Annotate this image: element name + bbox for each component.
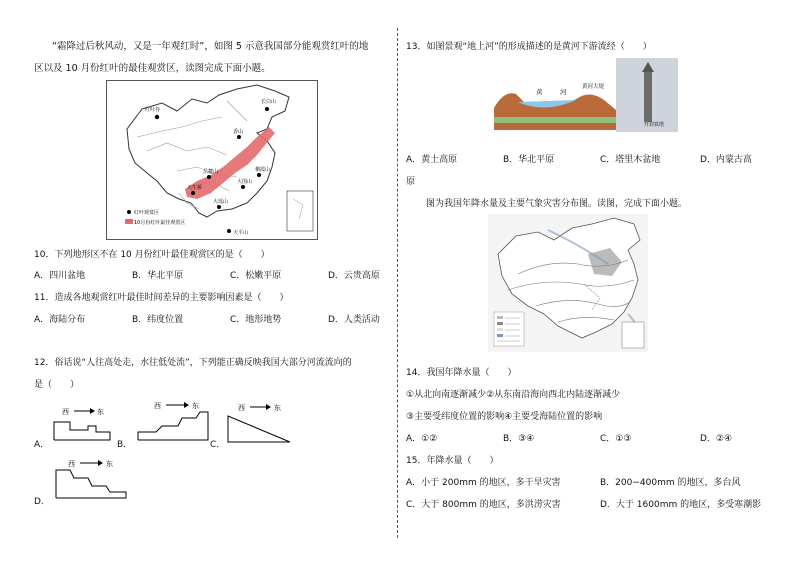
q12-c-east-label: 东 (274, 404, 281, 412)
precipitation-intro: 图为我国年降水量及主要气象灾害分布图。读图，完成下面小题。 (426, 199, 688, 209)
marker-xiangshan (237, 135, 241, 139)
marker-qixiashan (257, 173, 261, 177)
q14-option-d[interactable]: D．②④ (700, 434, 733, 444)
q11-option-b[interactable]: B．纬度位置 (132, 315, 184, 325)
precip-south-sea-inset (622, 322, 644, 348)
q15-option-b[interactable]: B．200−400mm 的地区，多台风 (600, 478, 741, 488)
q11-option-c[interactable]: C．地形地势 (230, 315, 282, 325)
q12-b-east-label: 东 (192, 402, 199, 410)
diagram-label-dike: 黄河大堤 (582, 84, 605, 90)
q14-statement-line-2: ③主要受纬度位置的影响④主要受海陆位置的影响 (406, 412, 603, 422)
q12-d-east-label: 东 (106, 460, 113, 468)
map-label-tianpingshan: 天平山 (233, 230, 249, 236)
q15-option-d[interactable]: D．大于 1600mm 的地区，多受寒潮影 (600, 500, 762, 510)
precipitation-map-graphic (488, 214, 648, 352)
map-label-yuelushan: 岳麓山 (203, 169, 219, 175)
map-label-changbaishan: 长白山 (261, 99, 277, 105)
intro-line-2: 区以及 10 月份红叶的最佳观赏区，读图完成下面小题。 (34, 63, 271, 74)
q13-stem: 13．如图景观“地上河”的形成描述的是黄河下游流经（ ） (406, 42, 652, 52)
map-label-daweishan: 大围山 (237, 179, 253, 185)
q11-option-d[interactable]: D．人类活动 (328, 315, 380, 325)
q14-option-b[interactable]: B．③④ (503, 434, 535, 444)
q12-profile-a (50, 404, 120, 444)
diagram-label-huang: 黄 (536, 88, 543, 96)
map-label-hongyegu: 红叶谷 (145, 107, 161, 113)
marker-tianpingshan (227, 229, 231, 233)
legend-dot-icon (127, 210, 131, 214)
legend-swatch-icon (125, 219, 133, 224)
q12-b-west-label: 西 (154, 402, 161, 410)
q14-stem: 14．我国年降水量（ ） (406, 368, 517, 378)
precipitation-map (488, 214, 648, 352)
q12-stem-line-1: 12．俗话说“人往高处走，水往低处流”，下列能正确反映我国大部分河流流向的 (34, 358, 352, 368)
legend-item-viewing-area: 红叶观赏区 (134, 210, 160, 216)
q13-option-d[interactable]: D．内蒙古高 (700, 155, 752, 165)
q11-option-a[interactable]: A．海陆分布 (34, 315, 86, 325)
q12-a-west-label: 西 (62, 408, 69, 416)
q15-stem: 15．年降水量（ ） (406, 456, 499, 466)
map-label-xiangshan: 香山 (233, 129, 244, 135)
q13-option-d-continued: 原 (406, 177, 416, 187)
q13-option-c[interactable]: C．塔里木盆地 (600, 155, 661, 165)
legend-item-peak-zone: 10月份红叶最佳观赏区 (134, 220, 186, 226)
marker-changbaishan (265, 107, 269, 111)
column-divider (397, 28, 398, 538)
china-map-graphic (107, 81, 317, 239)
q12-profile-d (52, 456, 132, 502)
map-label-dayaoshan: 大瑶山 (213, 199, 229, 205)
river-profile-graphic (494, 58, 678, 132)
marker-hongyegu (155, 115, 159, 119)
q12-c-west-label: 西 (238, 404, 245, 412)
q12-option-c[interactable]: C． (210, 440, 226, 450)
marker-dayaoshan (217, 205, 221, 209)
q12-profile-b (134, 398, 212, 444)
marker-daweishan (241, 185, 245, 189)
suspended-river-diagram (494, 58, 678, 132)
q10-option-b[interactable]: B．华北平原 (132, 271, 184, 281)
south-sea-inset (287, 191, 313, 231)
map-label-qixiashan: 栖霞山 (255, 167, 271, 173)
q12-d-west-label: 西 (68, 460, 75, 468)
q10-option-a[interactable]: A．四川盆地 (34, 271, 86, 281)
q15-option-c[interactable]: C．大于 800mm 的地区，多洪涝灾害 (406, 500, 561, 510)
q14-option-c[interactable]: C．①③ (600, 434, 632, 444)
q10-option-c[interactable]: C．松嫩平原 (230, 271, 282, 281)
red-leaf-map (106, 80, 318, 240)
q15-option-a[interactable]: A．小于 200mm 的地区，多干旱灾害 (406, 478, 561, 488)
q13-option-a[interactable]: A．黄土高原 (406, 155, 458, 165)
q14-option-a[interactable]: A．①② (406, 434, 438, 444)
map-label-tianshengqiao: 天生桥 (187, 185, 203, 191)
marker-yuelushan (207, 175, 211, 179)
q12-stem-line-2: 是（ ） (34, 380, 80, 390)
q12-option-d[interactable]: D． (34, 497, 50, 507)
q10-option-d[interactable]: D．云贵高原 (328, 271, 380, 281)
diagram-label-tower: 开封铁塔 (644, 122, 665, 128)
q12-a-east-label: 东 (97, 408, 104, 416)
diagram-label-he: 河 (560, 88, 567, 96)
q14-statement-line-1: ①从北向南逐渐减少②从东南沿海向西北内陆逐渐减少 (406, 390, 621, 400)
q11-stem: 11．造成各地观赏红叶最佳时间差异的主要影响因素是（ ） (34, 293, 289, 303)
q10-stem: 10．下列地形区不在 10 月份红叶最佳观赏区的是（ ） (34, 250, 270, 260)
q12-option-a[interactable]: A． (34, 440, 50, 450)
marker-tianshengqiao (191, 191, 195, 195)
q13-option-b[interactable]: B．华北平原 (503, 155, 555, 165)
intro-line-1: “霜降过后秋风动，又是一年观红时”，如图 5 示意我国部分能观赏红叶的地 (52, 41, 369, 52)
q12-profile-c (224, 400, 296, 446)
q12-option-b[interactable]: B． (117, 440, 133, 450)
